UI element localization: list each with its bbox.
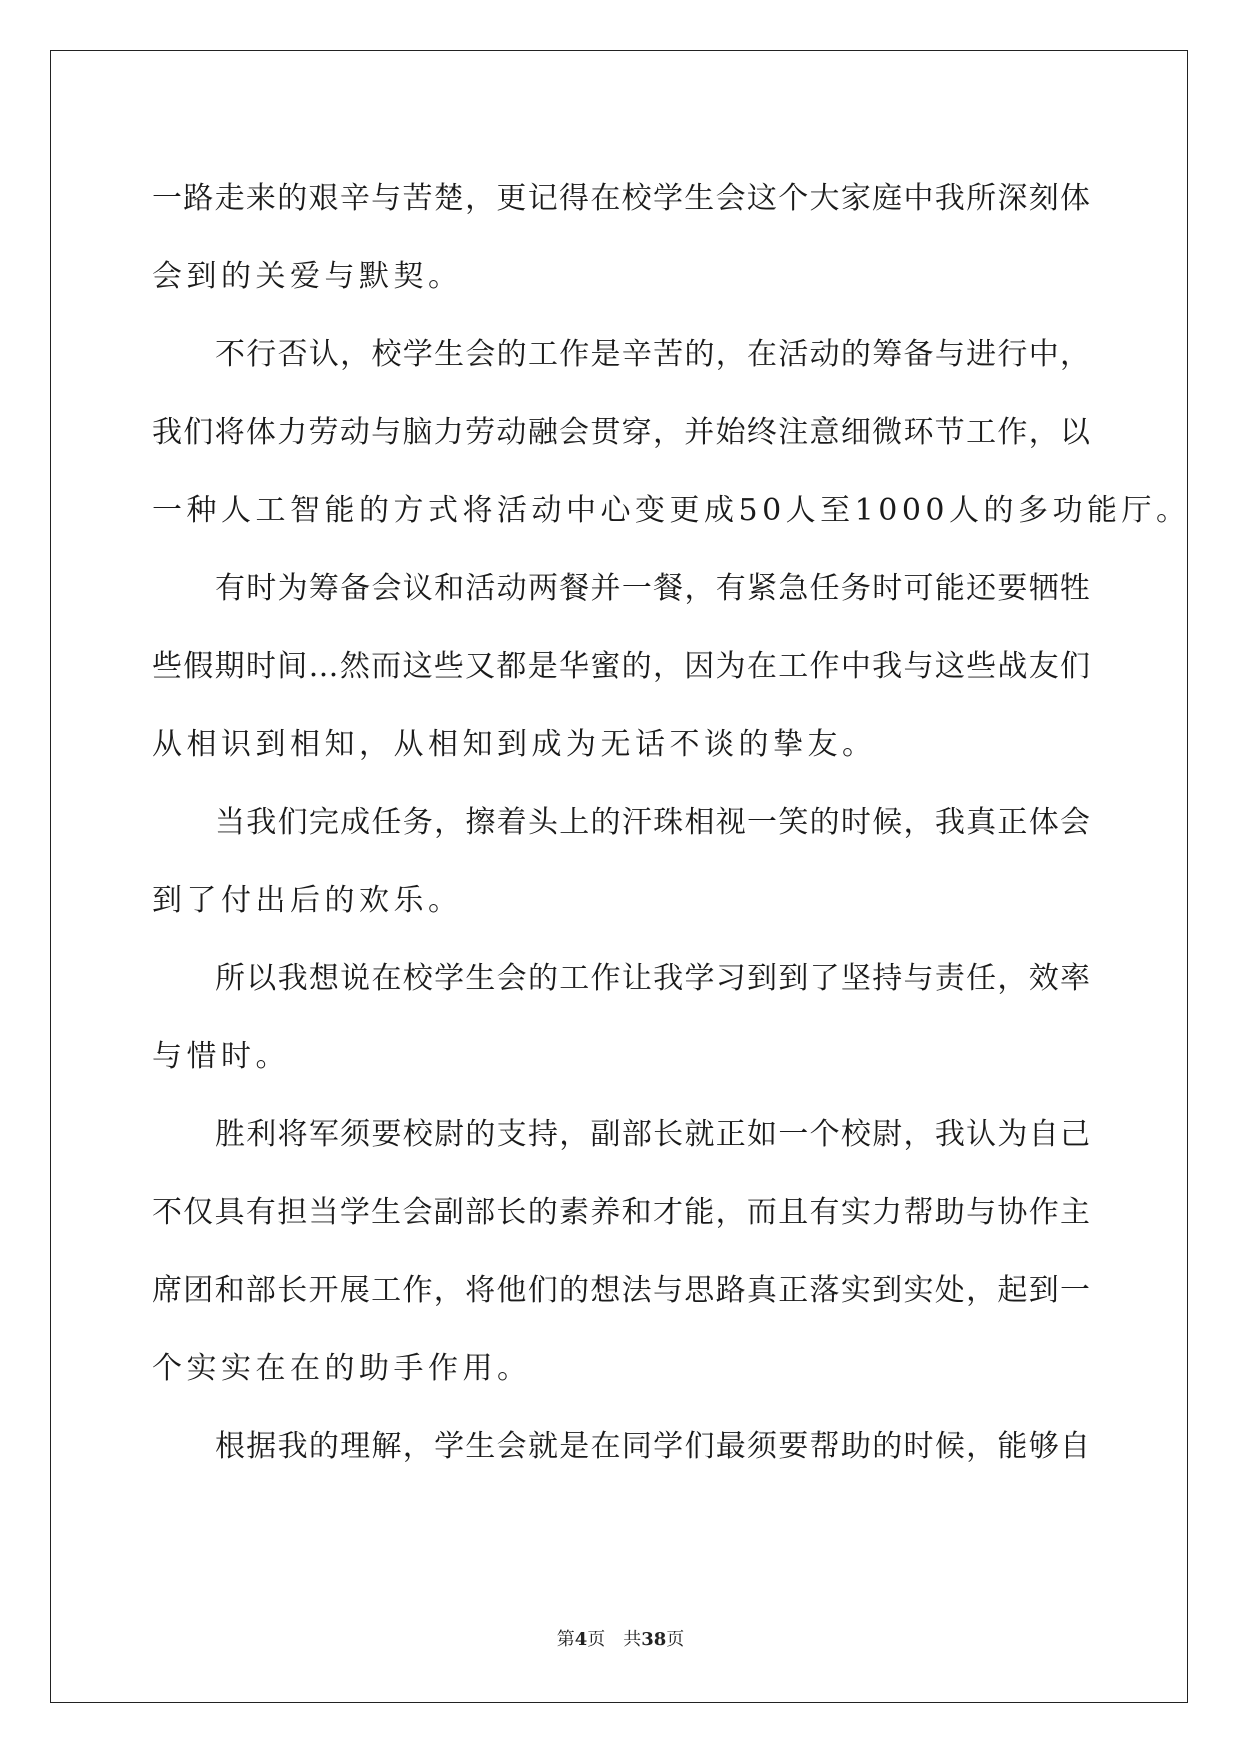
text-line: 与惜时。 <box>152 1039 290 1074</box>
total-pages: 38 <box>641 1629 667 1650</box>
text-line: 一路走来的艰辛与苦楚，更记得在校学生会这个大家庭中我所深刻体 <box>152 181 1092 216</box>
page-footer <box>0 1625 1241 1651</box>
text-line: 些假期时间…然而这些又都是华蜜的，因为在工作中我与这些战友们 <box>152 649 1092 684</box>
text-line: 根据我的理解，学生会就是在同学们最须要帮助的时候，能够自 <box>215 1429 1092 1464</box>
document-body <box>152 160 1191 1486</box>
text-line: 当我们完成任务，擦着头上的汗珠相视一笑的时候，我真正体会 <box>215 805 1092 840</box>
text-line: 不行否认，校学生会的工作是辛苦的，在活动的筹备与进行中， <box>215 337 1092 372</box>
text-line: 有时为筹备会议和活动两餐并一餐，有紧急任务时可能还要牺牲 <box>215 571 1092 606</box>
page-number: 4 <box>574 1629 588 1650</box>
total-suffix: 页 <box>666 1629 685 1650</box>
text-line: 一种人工智能的方式将活动中心变更成50人至1000人的多功能厅。 <box>152 493 1191 528</box>
text-line: 从相识到相知，从相知到成为无话不谈的挚友。 <box>152 727 877 762</box>
text-line: 所以我想说在校学生会的工作让我学习到到了坚持与责任，效率 <box>215 961 1092 996</box>
page-prefix: 第 <box>556 1629 575 1650</box>
text-line: 会到的关爱与默契。 <box>152 259 463 294</box>
text-line: 不仅具有担当学生会副部长的素养和才能，而且有实力帮助与协作主 <box>152 1195 1092 1230</box>
text-line: 个实实在在的助手作用。 <box>152 1351 532 1386</box>
text-line: 胜利将军须要校尉的支持，副部长就正如一个校尉，我认为自己 <box>215 1117 1092 1152</box>
text-line: 我们将体力劳动与脑力劳动融会贯穿，并始终注意细微环节工作，以 <box>152 415 1092 450</box>
page-suffix: 页 <box>587 1629 606 1650</box>
text-line: 到了付出后的欢乐。 <box>152 883 463 918</box>
text-line: 席团和部长开展工作，将他们的想法与思路真正落实到实处，起到一 <box>152 1273 1092 1308</box>
total-prefix: 共 <box>623 1629 642 1650</box>
